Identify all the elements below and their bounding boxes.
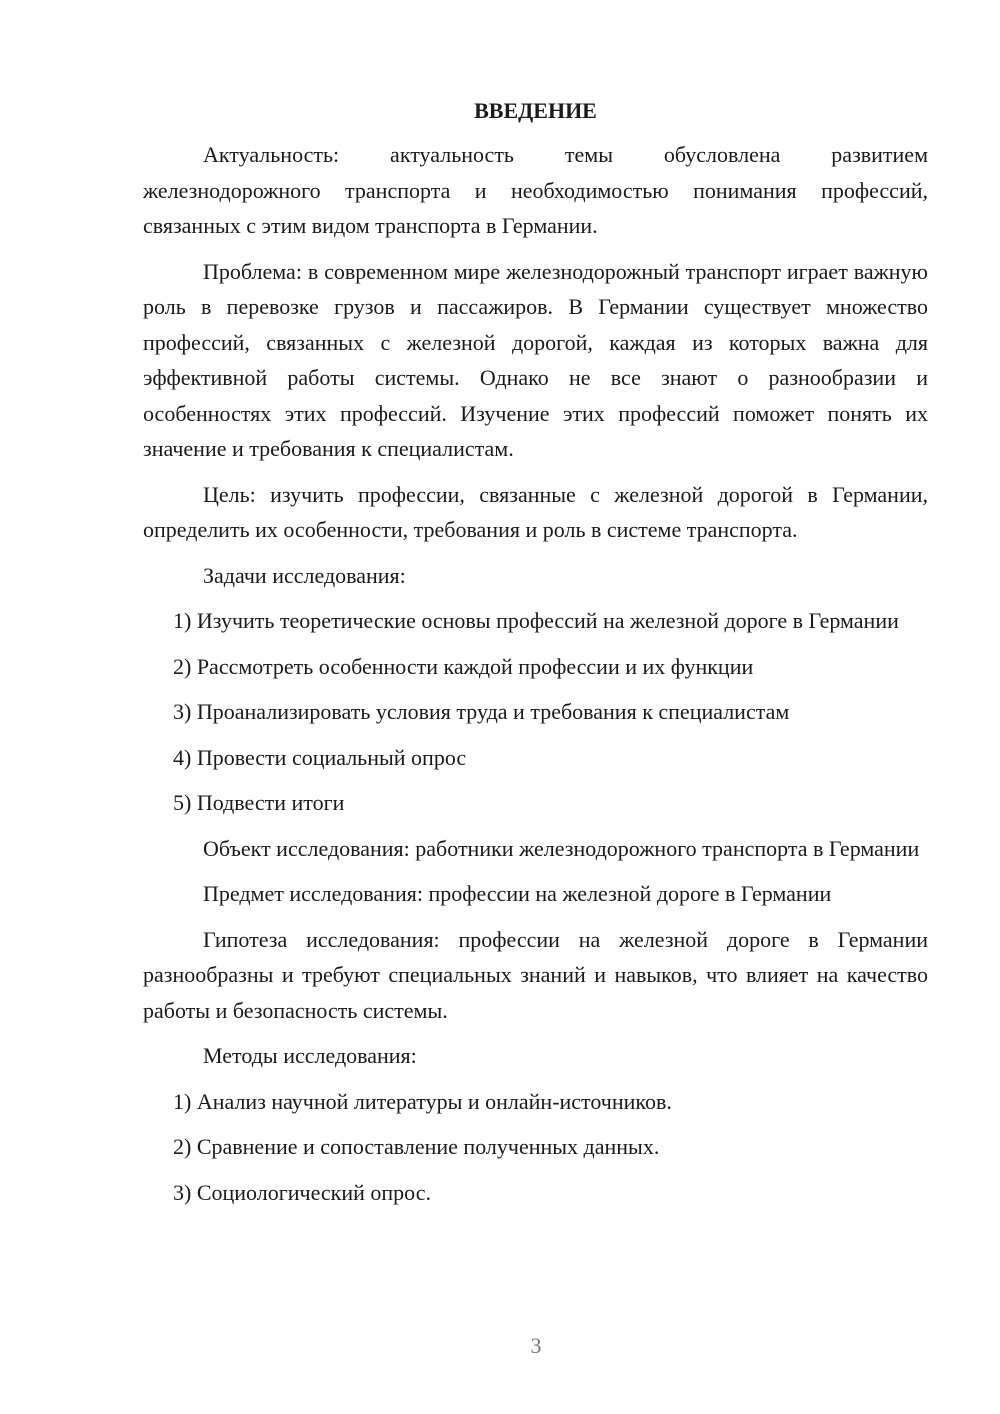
task-item: 4) Провести социальный опрос [173,744,467,770]
method-item: 2) Сравнение и сопоставление полученных данных. [173,1134,660,1159]
goal-paragraph: Цель: изучить профессии, связанные с железной дорогой в Германии, определить их особенности, требования и роль в системе транспорта. [143,481,928,542]
subject-paragraph: Предмет исследования: профессии на железной дороге в Германии [203,881,832,906]
methods-heading: Методы исследования: [203,1043,417,1068]
document-page [143,95,928,1220]
task-item: 2) Рассмотреть особенности каждой профессии и их функции [173,653,754,679]
method-item: 3) Социологический опрос. [173,1179,431,1205]
tasks-heading: Задачи исследования: [203,562,406,588]
method-item: 1) Анализ научной литературы и онлайн-источников. [173,1088,672,1114]
hypothesis-paragraph: Гипотеза исследования: профессии на железной дороге в Германии разнообразны и требуют специальных знаний и навыков, что влияет на качество работы и безопасность системы. [143,926,928,1023]
task-item: 3) Проанализировать условия труда и требования к специалистам [173,699,790,724]
problem-paragraph: Проблема: в современном мире железнодорожный транспорт играет важную роль в перевозке грузов и пассажиров. В Германии существует множество профессий, связанных с железной дорогой, каждая из которых важна для эффективной работы системы. Однако не все знают о разнообразии и особенностях этих профессий. Изучение этих профессий поможет понять их значение и требования к специалистам. [143,258,928,461]
task-item: 1) Изучить теоретические основы профессий на железной дороге в Германии [173,608,899,633]
task-item: 5) Подвести итоги [173,790,345,815]
object-paragraph: Объект исследования: работники железнодорожного транспорта в Германии [203,835,920,861]
relevance-paragraph: Актуальность: актуальность темы обусловлена развитием железнодорожного транспорта и необходимостью понимания профессий, связанных с этим видом транспорта в Германии. [143,142,928,238]
page-number: 3 [530,1333,542,1358]
document-title: ВВЕДЕНИЕ [474,98,597,123]
